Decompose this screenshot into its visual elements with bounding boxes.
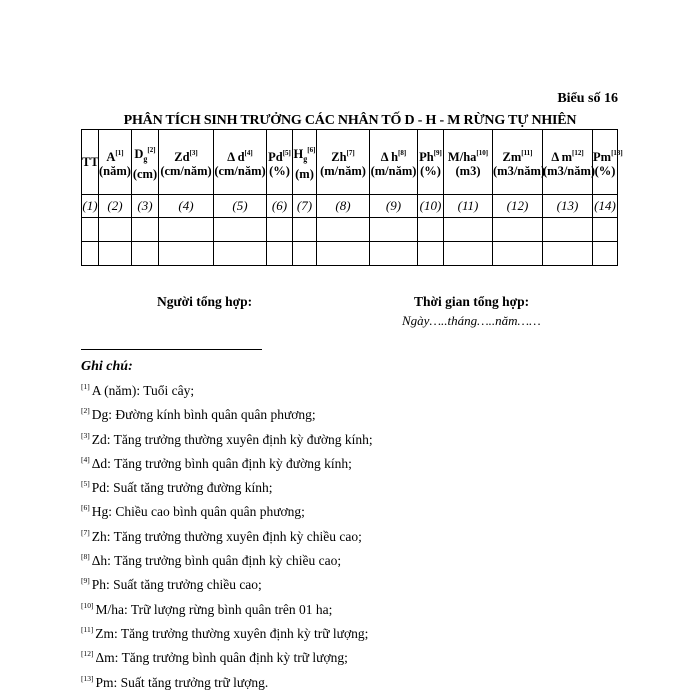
header-cell: Pm[13] (%) [593,130,618,195]
header-cell: $H_g[6]$ (m) [293,130,317,195]
blank-cell [317,218,370,242]
blank-cell [444,242,493,266]
blank-cell [82,242,99,266]
blank-cell [159,242,214,266]
header-cell: Zm[11] (m3/năm) [493,130,543,195]
header-cell: Δ d[4] (cm/năm) [214,130,267,195]
compile-time-label: Thời gian tổng hợp: [414,294,530,309]
header-cell: Δ m[12] (m3/năm) [543,130,593,195]
note-item: [11] Zm: Tăng trưởng thường xuyên định kỳ trữ lượng; [81,624,369,641]
index-cell: (10) [418,195,444,218]
column-index-row [82,195,618,218]
blank-cell [99,242,132,266]
header-cell: $D_g[2]$ (cm) [132,130,159,195]
blank-cell [82,218,99,242]
notes-list [81,382,373,698]
header-cell: Zh[7] (m/năm) [317,130,370,195]
blank-cell [214,218,267,242]
header-row [82,130,618,195]
note-item: [8] Δh: Tăng trưởng bình quân định kỳ chiều cao; [81,552,342,569]
compiler-label: Người tổng hợp: [157,294,253,309]
blank-cell [159,218,214,242]
growth-table [81,129,623,266]
blank-cell [493,242,543,266]
note-item: [13] Pm: Suất tăng trưởng trữ lượng. [81,673,269,690]
blank-cell [370,218,418,242]
blank-cell [99,218,132,242]
blank-cell [267,218,293,242]
header-cell-tt: TT [82,130,99,195]
blank-cell [293,218,317,242]
index-cell: (2) [99,195,132,218]
blank-row [82,218,618,242]
index-cell: (7) [293,195,317,218]
index-cell: (6) [267,195,293,218]
blank-cell [418,242,444,266]
date-line: Ngày…..tháng…..năm…… [402,313,541,328]
index-cell: (9) [370,195,418,218]
blank-cell [493,218,543,242]
blank-cell [132,242,159,266]
note-item: [1] A (năm): Tuổi cây; [81,382,195,398]
header-cell: Δ h[8] (m/năm) [370,130,418,195]
blank-cell [593,242,618,266]
index-cell: (12) [493,195,543,218]
index-cell: (1) [82,195,99,218]
note-item: [4] Δd: Tăng trưởng bình quân định kỳ đường kính; [81,454,352,471]
blank-cell [317,242,370,266]
index-cell: (11) [444,195,493,218]
header-cell: M/ha[10] (m3) [444,130,493,195]
blank-row [82,242,618,266]
blank-cell [593,218,618,242]
footnote-divider [81,349,262,350]
note-item: [5] Pd: Suất tăng trưởng đường kính; [81,479,273,496]
blank-cell [214,242,267,266]
blank-cell [370,242,418,266]
note-item: [9] Ph: Suất tăng trưởng chiều cao; [81,576,262,593]
note-item: [7] Zh: Tăng trưởng thường xuyên định kỳ chiều cao; [81,527,362,544]
blank-cell [543,218,593,242]
index-cell: (13) [543,195,593,218]
form-number: Biểu số 16 [557,91,618,106]
header-cell: A[1] (năm) [99,130,132,195]
header-cell: Zd[3] (cm/năm) [159,130,214,195]
blank-cell [444,218,493,242]
index-cell: (8) [317,195,370,218]
note-item: [6] Hg: Chiều cao bình quân quân phương; [81,503,305,520]
blank-cell [293,242,317,266]
index-cell: (14) [593,195,618,218]
header-cell: Pd[5] (%) [267,130,293,195]
blank-cell [267,242,293,266]
index-cell: (3) [132,195,159,218]
note-item: [3] Zd: Tăng trưởng thường xuyên định kỳ đường kính; [81,430,373,447]
document-title: PHÂN TÍCH SINH TRƯỞNG CÁC NHÂN TỐ D - H - M RỪNG TỰ NHIÊN [123,113,577,128]
header-cell: Ph[9] (%) [418,130,444,195]
note-item: [2] Dg: Đường kính bình quân quân phương; [81,406,316,423]
index-cell: (5) [214,195,267,218]
blank-cell [132,218,159,242]
index-cell: (4) [159,195,214,218]
blank-cell [418,218,444,242]
note-item: [12] Δm: Tăng trưởng bình quân định kỳ trữ lượng; [81,649,348,666]
note-item: [10] M/ha: Trữ lượng rừng bình quân trên 01 ha; [81,600,333,617]
blank-cell [543,242,593,266]
notes-title: Ghi chú: [81,359,133,374]
